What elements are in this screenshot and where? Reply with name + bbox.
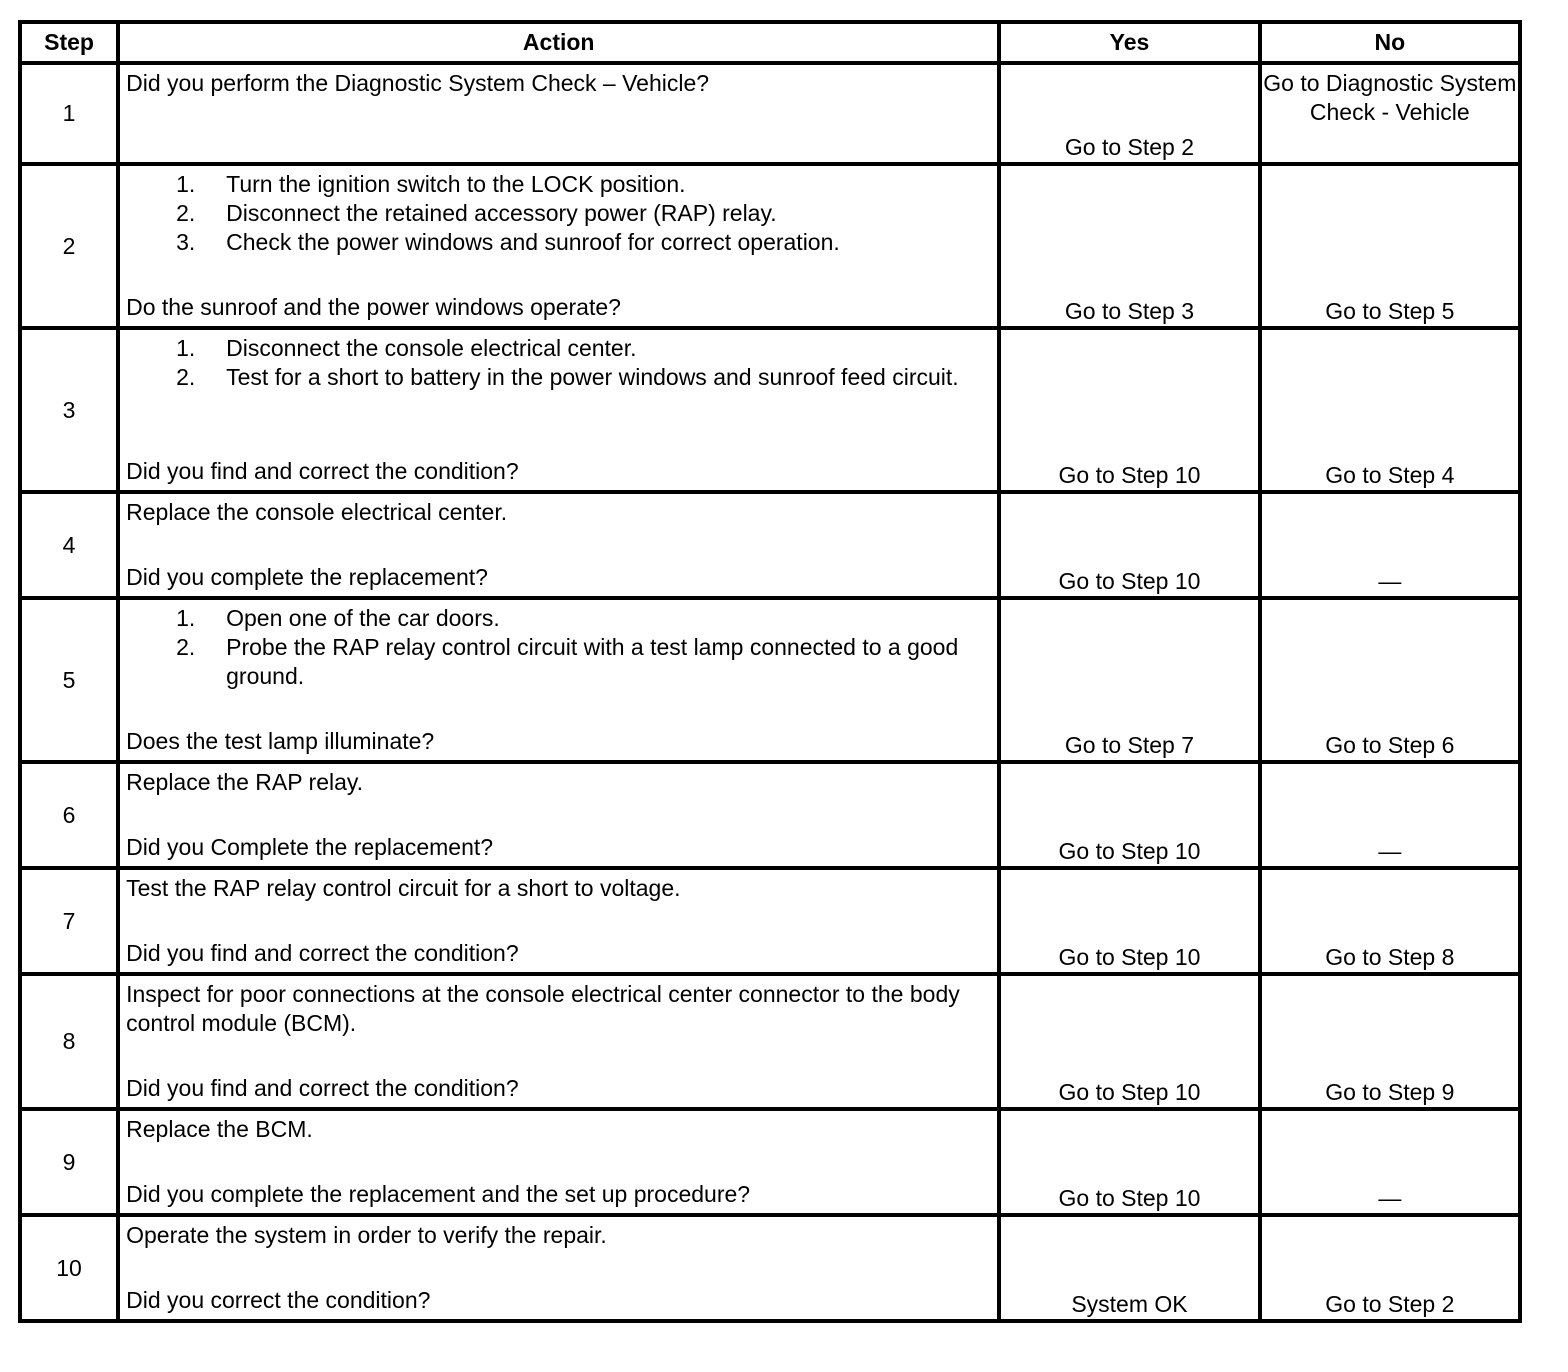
action-cell bbox=[118, 868, 999, 974]
action-text: Test the RAP relay control circuit for a short to voltage. bbox=[126, 875, 681, 901]
table-row bbox=[20, 164, 1520, 328]
no-result: — bbox=[1260, 492, 1520, 598]
header-step: Step bbox=[20, 22, 118, 63]
no-result: — bbox=[1260, 1109, 1520, 1215]
yes-result: Go to Step 10 bbox=[999, 762, 1259, 868]
action-text: Replace the BCM. bbox=[126, 1116, 313, 1142]
no-result: Go to Step 9 bbox=[1260, 974, 1520, 1109]
step-number: 6 bbox=[20, 762, 118, 868]
yes-result: Go to Step 2 bbox=[999, 63, 1259, 164]
table-row bbox=[20, 328, 1520, 492]
action-cell bbox=[118, 328, 999, 492]
step-number: 5 bbox=[20, 598, 118, 762]
yes-result: System OK bbox=[999, 1215, 1259, 1321]
action-steps-list bbox=[126, 170, 991, 257]
action-text: Operate the system in order to verify the repair. bbox=[126, 1222, 607, 1248]
yes-result: Go to Step 10 bbox=[999, 492, 1259, 598]
action-text: Replace the console electrical center. bbox=[126, 499, 508, 525]
action-cell bbox=[118, 492, 999, 598]
yes-result: Go to Step 7 bbox=[999, 598, 1259, 762]
list-item-number: 2. bbox=[176, 634, 196, 660]
list-item-text: Disconnect the console electrical center. bbox=[226, 335, 637, 361]
action-question: Did you find and correct the condition? bbox=[126, 940, 519, 966]
list-item-number: 2. bbox=[176, 364, 196, 390]
list-item-text: Disconnect the retained accessory power (RAP) relay. bbox=[226, 200, 777, 226]
action-steps-list bbox=[126, 604, 991, 691]
step-number: 3 bbox=[20, 328, 118, 492]
diagnostic-table-container bbox=[18, 20, 1522, 1323]
action-cell bbox=[118, 598, 999, 762]
list-item bbox=[176, 228, 991, 257]
table-row bbox=[20, 1215, 1520, 1321]
step-number: 1 bbox=[20, 63, 118, 164]
action-question: Does the test lamp illuminate? bbox=[126, 728, 435, 754]
header-no: No bbox=[1260, 22, 1520, 63]
action-question: Do the sunroof and the power windows operate? bbox=[126, 294, 621, 320]
list-item bbox=[176, 199, 991, 228]
action-cell bbox=[118, 63, 999, 164]
action-question: Did you find and correct the condition? bbox=[126, 1075, 519, 1101]
no-result: Go to Step 2 bbox=[1260, 1215, 1520, 1321]
action-cell bbox=[118, 974, 999, 1109]
step-number: 7 bbox=[20, 868, 118, 974]
header-row bbox=[20, 22, 1520, 63]
action-question: Did you Complete the replacement? bbox=[126, 834, 494, 860]
yes-result: Go to Step 10 bbox=[999, 868, 1259, 974]
step-number: 9 bbox=[20, 1109, 118, 1215]
action-cell bbox=[118, 762, 999, 868]
diagnostic-table bbox=[18, 20, 1522, 1323]
table-row bbox=[20, 762, 1520, 868]
yes-result: Go to Step 10 bbox=[999, 1109, 1259, 1215]
no-result: — bbox=[1260, 762, 1520, 868]
action-question: Did you complete the replacement? bbox=[126, 564, 488, 590]
table-row bbox=[20, 974, 1520, 1109]
step-number: 8 bbox=[20, 974, 118, 1109]
list-item-number: 2. bbox=[176, 200, 196, 226]
action-cell bbox=[118, 164, 999, 328]
step-number: 10 bbox=[20, 1215, 118, 1321]
step-number: 2 bbox=[20, 164, 118, 328]
list-item bbox=[176, 334, 991, 363]
yes-result: Go to Step 10 bbox=[999, 328, 1259, 492]
no-result: Go to Step 8 bbox=[1260, 868, 1520, 974]
yes-result: Go to Step 3 bbox=[999, 164, 1259, 328]
list-item-text: Open one of the car doors. bbox=[226, 605, 500, 631]
list-item-number: 1. bbox=[176, 335, 196, 361]
list-item-number: 1. bbox=[176, 171, 196, 197]
yes-result: Go to Step 10 bbox=[999, 974, 1259, 1109]
table-row bbox=[20, 63, 1520, 164]
no-result: Go to Diagnostic System Check - Vehicle bbox=[1260, 63, 1520, 164]
no-result: Go to Step 6 bbox=[1260, 598, 1520, 762]
list-item-number: 3. bbox=[176, 229, 196, 255]
table-row bbox=[20, 1109, 1520, 1215]
action-question: Did you find and correct the condition? bbox=[126, 458, 519, 484]
list-item-text: Turn the ignition switch to the LOCK position. bbox=[226, 171, 686, 197]
action-text: Did you perform the Diagnostic System Check – Vehicle? bbox=[126, 70, 710, 96]
action-text: Replace the RAP relay. bbox=[126, 769, 364, 795]
action-cell bbox=[118, 1215, 999, 1321]
list-item bbox=[176, 363, 991, 392]
list-item bbox=[176, 633, 991, 691]
header-yes: Yes bbox=[999, 22, 1259, 63]
no-result: Go to Step 4 bbox=[1260, 328, 1520, 492]
list-item-text: Test for a short to battery in the power windows and sunroof feed circuit. bbox=[226, 364, 959, 390]
action-question: Did you correct the condition? bbox=[126, 1287, 431, 1313]
table-row bbox=[20, 492, 1520, 598]
list-item bbox=[176, 170, 991, 199]
list-item bbox=[176, 604, 991, 633]
header-action: Action bbox=[118, 22, 999, 63]
action-cell bbox=[118, 1109, 999, 1215]
list-item-text: Check the power windows and sunroof for correct operation. bbox=[226, 229, 840, 255]
list-item-number: 1. bbox=[176, 605, 196, 631]
step-number: 4 bbox=[20, 492, 118, 598]
table-row bbox=[20, 868, 1520, 974]
table-row bbox=[20, 598, 1520, 762]
action-question: Did you complete the replacement and the set up procedure? bbox=[126, 1181, 751, 1207]
list-item-text: Probe the RAP relay control circuit with a test lamp connected to a good ground. bbox=[226, 634, 959, 689]
action-steps-list bbox=[126, 334, 991, 392]
action-text: Inspect for poor connections at the console electrical center connector to the body control module (BCM). bbox=[126, 981, 960, 1036]
no-result: Go to Step 5 bbox=[1260, 164, 1520, 328]
